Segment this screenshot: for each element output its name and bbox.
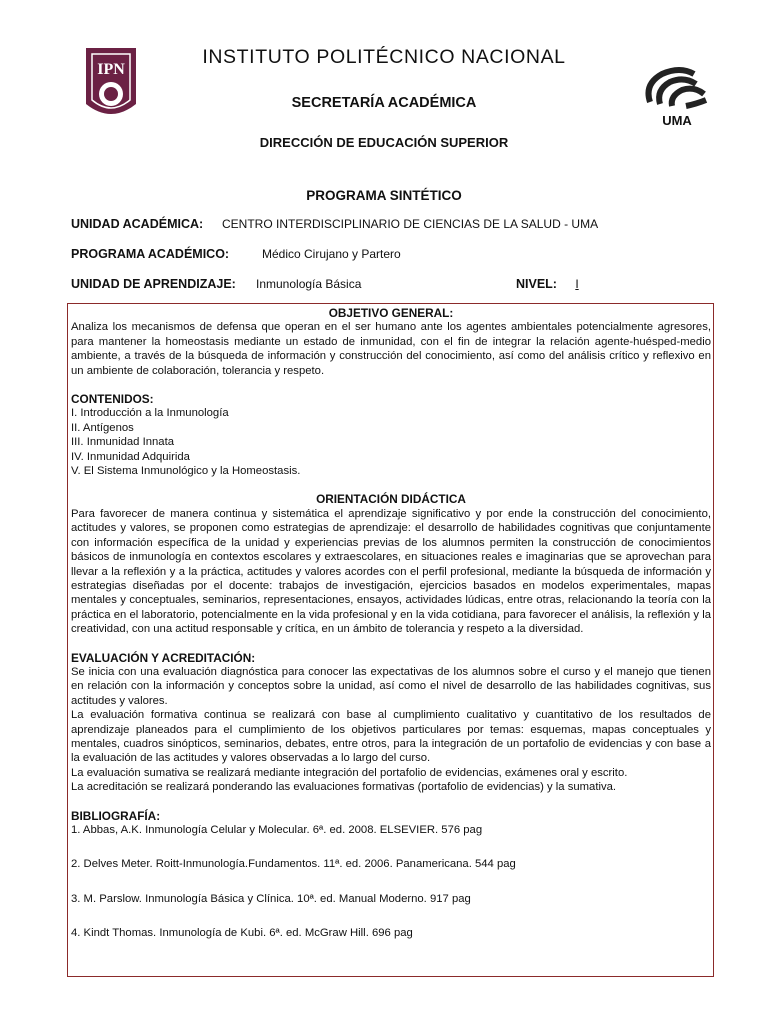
content-body (71, 306, 711, 941)
list-item: 3. M. Parslow. Inmunología Básica y Clínica. 10ª. ed. Manual Moderno. 917 pag (71, 892, 471, 905)
orientacion-text: Para favorecer de manera continua y sistemática el aprendizaje significativo y por ende la construcción del conocimiento, actitudes y valores, se proponen como estrategias de aprendizaje: el desarrollo de habilidades cognitivas que conjuntamente con información específica de la unidad y experiencias previas de los alumnos permiten la construcción de conocimientos básicos de inmunología en contextos escolares y extraescolares, en situaciones reales e imaginarias que se aprovechan para llevar a la reflexión y a la práctica, actitudes y valores acordes con el perfil profesional, mediante la búsqueda de información y estrategias diseñadas por el docente: trabajos de investigación, ejercicios basados en modelos experimentales, mapas mentales y conceptuales, seminarios, representaciones, ensayos, actividades lúdicas, entre otras, relacionando la teoría con la práctica en el laboratorio, potencialmente en la vida profesional y en la vida cotidiana, para favorecer el análisis, la reflexión y la creatividad, con una actitud responsable y crítica, en un ámbito de tolerancia y respeto a la diversidad. (71, 507, 711, 636)
unidad-aprendizaje-value: Inmunología Básica (256, 277, 362, 291)
list-item: III. Inmunidad Innata (71, 436, 174, 449)
objetivo-title: OBJETIVO GENERAL: (328, 306, 454, 320)
institution-title: INSTITUTO POLITÉCNICO NACIONAL (202, 46, 566, 68)
list-item: V. El Sistema Inmunológico y la Homeostasis. (71, 465, 301, 478)
list-item: II. Antígenos (71, 421, 134, 434)
programa-value: Médico Cirujano y Partero (262, 247, 401, 261)
bibliografia-title: BIBLIOGRAFÍA: (71, 808, 161, 823)
secretaria-title: SECRETARÍA ACADÉMICA (291, 95, 477, 111)
nivel-label: NIVEL: (516, 277, 557, 291)
programa-label: PROGRAMA ACADÉMICO: (71, 247, 230, 261)
unidad-academica-value: CENTRO INTERDISCIPLINARIO DE CIENCIAS DE LA SALUD - UMA (222, 217, 599, 231)
evaluacion-p4: La acreditación se realizará ponderando las evaluaciones formativas (portafolio de evidencias) y la sumativa. (71, 781, 617, 794)
evaluacion-title: EVALUACIÓN Y ACREDITACIÓN: (71, 650, 256, 665)
direccion-title: DIRECCIÓN DE EDUCACIÓN SUPERIOR (259, 135, 509, 150)
program-title: PROGRAMA SINTÉTICO (306, 188, 462, 203)
unidad-aprendizaje-label: UNIDAD DE APRENDIZAJE: (71, 277, 236, 291)
list-item: 1. Abbas, A.K. Inmunología Celular y Molecular. 6ª. ed. 2008. ELSEVIER. 576 pag (71, 824, 483, 836)
list-item: 2. Delves Meter. Roitt-Inmunología.Fundamentos. 11ª. ed. 2006. Panamericana. 544 pag (71, 858, 516, 871)
orientacion-title: ORIENTACIÓN DIDÁCTICA (316, 492, 466, 507)
unidad-academica-label: UNIDAD ACADÉMICA: (71, 217, 204, 231)
list-item: IV. Inmunidad Adquirida (71, 450, 190, 463)
contenidos-list (71, 406, 711, 478)
evaluacion-p1: Se inicia con una evaluación diagnóstica para conocer las expectativas de los alumnos sobre el curso y el manejo que tienen en relación con la información y conceptos sobre la unidad, así como el nivel de desarrollo de las habilidades cognitivas, sus actitudes y valores. (71, 665, 711, 707)
list-item: I. Introducción a la Inmunología (71, 407, 229, 420)
bibliografia-list (71, 823, 711, 941)
objetivo-text: Analiza los mecanismos de defensa que operan en el ser humano ante los agentes ambientales potencialmente agresores, para mantener la homeostasis mediante un estado de inmunidad, con el fin de integrar la relación agente-huésped-medio ambiente, a través de la búsqueda de información y construcción del conocimiento, así como del análisis crítico y reflexivo en un ambiente de colaboración, tolerancia y respeto. (71, 321, 711, 377)
evaluacion-p3: La evaluación sumativa se realizará mediante integración del portafolio de evidencias, exámenes oral y escrito. (71, 766, 628, 779)
contenidos-title: CONTENIDOS: (71, 392, 154, 407)
list-item: 4. Kindt Thomas. Inmunología de Kubi. 6ª. ed. McGraw Hill. 696 pag (71, 927, 413, 940)
nivel-value: I (575, 277, 579, 291)
svg-text:IPN: IPN (97, 61, 125, 78)
evaluacion-p2: La evaluación formativa continua se realizará con base al cumplimiento cualitativo y cuantitativo de los resultados de aprendizaje planeados para el cumplimiento de los objetivos particulares por temas: esquemas, mapas conceptuales y mentales, cuadros sinópticos, seminarios, debates, entre otros, para la integración de un portafolio de evidencias y con base a la evaluación de las actitudes y valores observadas a lo largo del curso. (71, 709, 711, 765)
svg-text:UMA: UMA (662, 113, 692, 128)
